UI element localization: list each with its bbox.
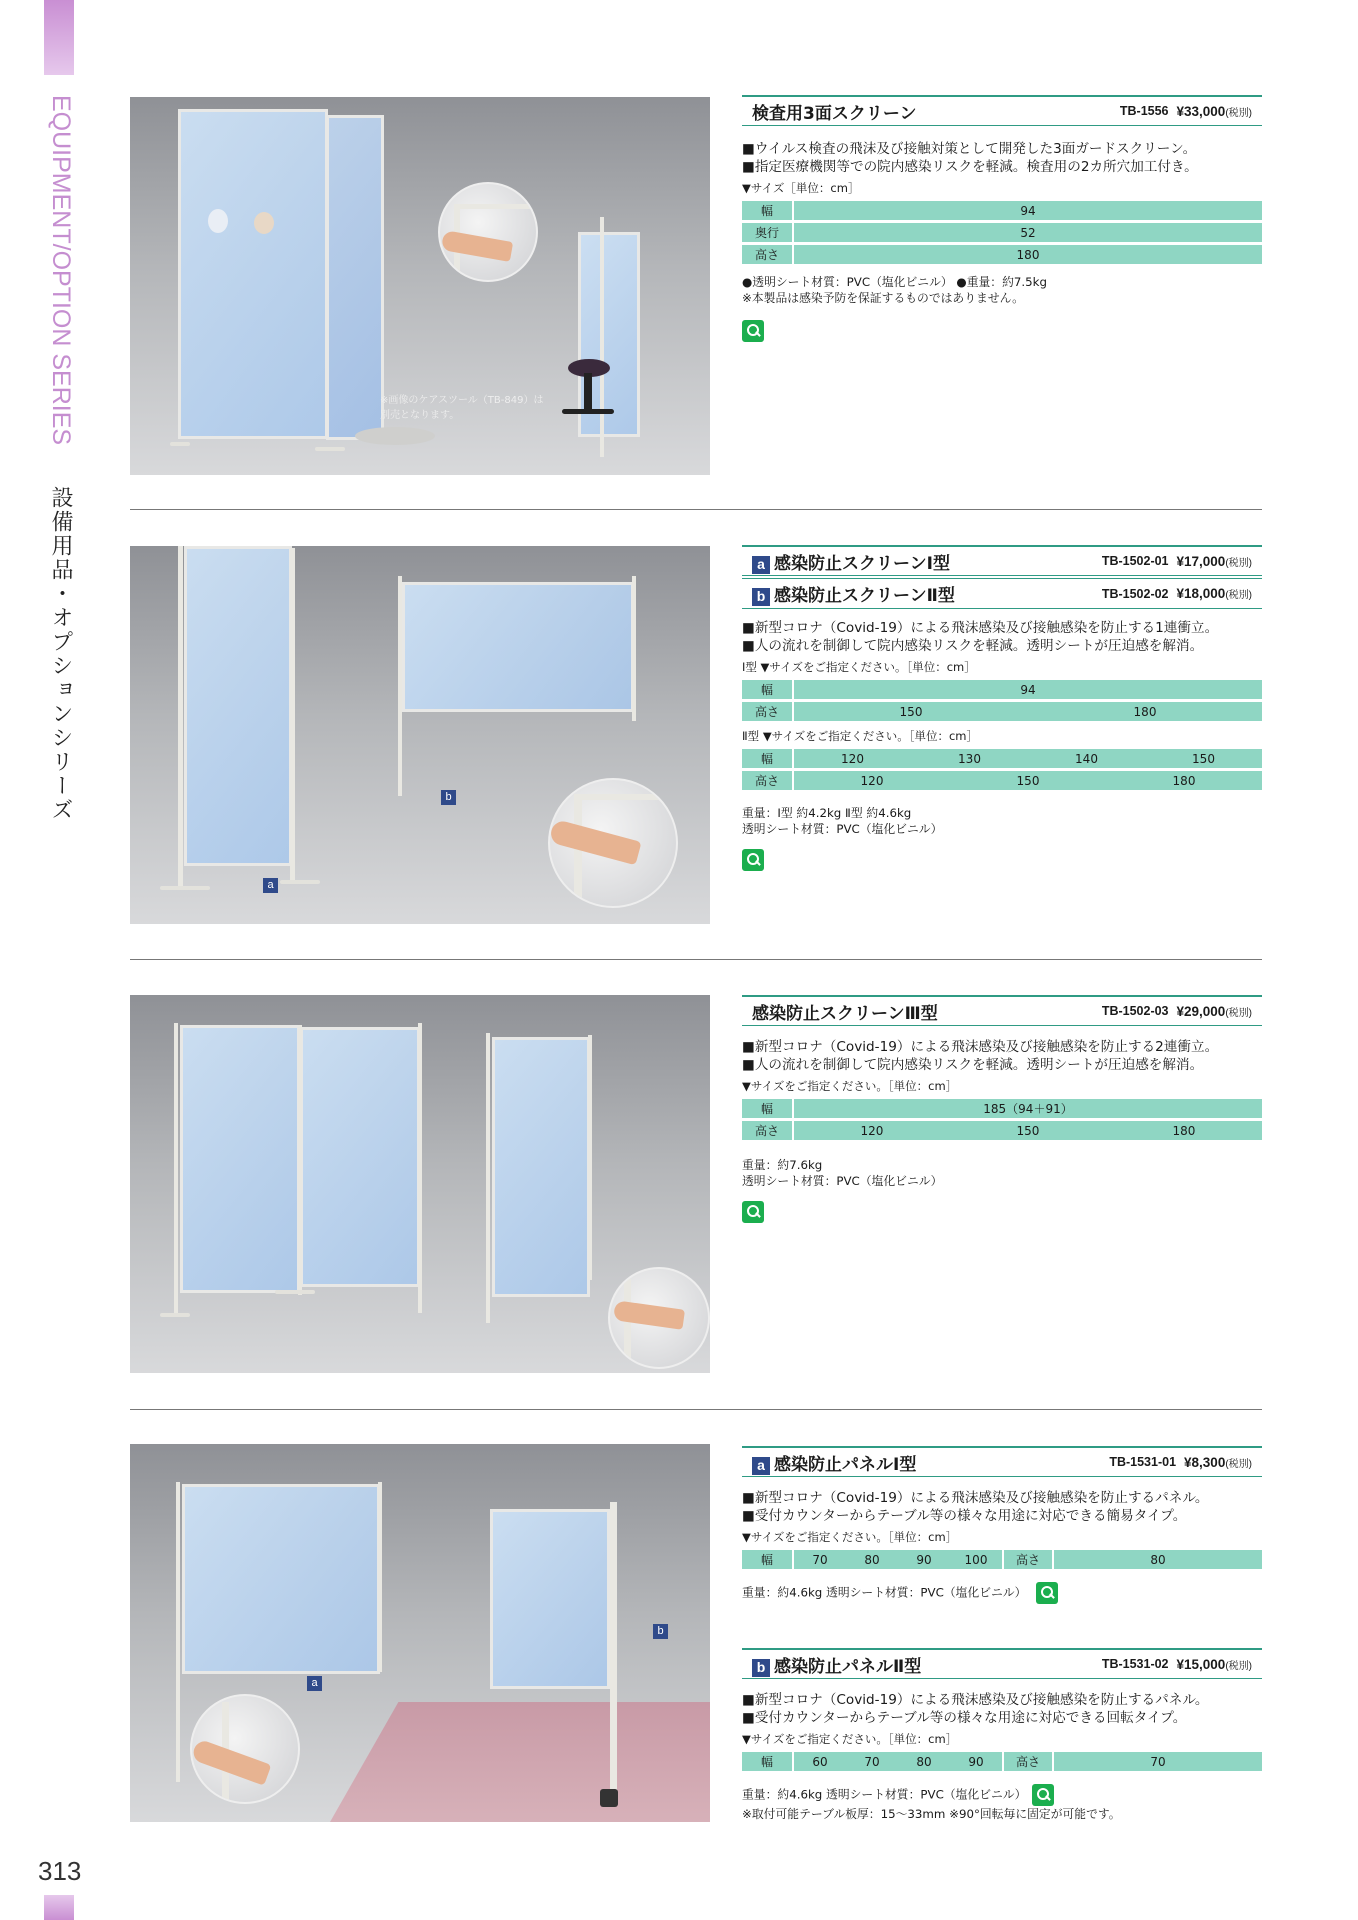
table-row: [742, 1752, 1262, 1771]
table-header: 幅: [742, 1550, 794, 1569]
section-divider: [130, 509, 1262, 510]
spec-note: ●透明シート材質：PVC（塩化ビニル） ●重量：約7.5kg: [742, 275, 1047, 289]
size-table-type1: [742, 677, 1262, 724]
table-cell: 80: [1054, 1550, 1262, 1569]
table-cell: 70: [846, 1752, 898, 1771]
product-code: TB-1502-01: [1101, 554, 1169, 568]
product-desc-line: ■新型コロナ（Covid-19）による飛沫感染及び接触感染を防止するパネル。: [742, 1692, 1209, 1708]
product-code: TB-1531-02: [1101, 1657, 1169, 1671]
table-cell: 70: [1054, 1752, 1262, 1771]
search-link-icon[interactable]: [1032, 1784, 1054, 1806]
size-table: [742, 198, 1262, 267]
tax-label: (税別): [1225, 1007, 1252, 1019]
table-header: 幅: [742, 749, 794, 768]
product-price: ¥17,000: [1176, 553, 1226, 569]
table-cell: 80: [898, 1752, 950, 1771]
section-divider: [130, 1409, 1262, 1410]
table-cell: 120: [794, 749, 911, 768]
product-title-row: [742, 545, 1262, 576]
table-cell: 52: [794, 223, 1262, 242]
product-photo-tb1502-03: [130, 995, 710, 1373]
size-table: [742, 1749, 1262, 1774]
table-cell: 150: [950, 1121, 1106, 1140]
search-link-icon[interactable]: [742, 1201, 764, 1223]
table-cell: 80: [846, 1550, 898, 1569]
size-table-type2-height: [742, 768, 1262, 793]
table-cell: 90: [898, 1550, 950, 1569]
variant-tag-b: b: [653, 1624, 668, 1639]
variant-tag-a: a: [263, 878, 278, 893]
tax-label: (税別): [1225, 557, 1252, 569]
product-photo-tb1556: [130, 97, 710, 475]
tax-label: (税別): [1225, 107, 1252, 119]
variant-badge-b: b: [752, 588, 770, 606]
variant-badge-a: a: [752, 556, 770, 574]
product-desc-line: ■人の流れを制御して院内感染リスクを軽減。透明シートが圧迫感を解消。: [742, 1057, 1204, 1073]
product-price: ¥29,000: [1176, 1003, 1226, 1019]
table-row: [742, 749, 1262, 768]
table-cell: 94: [794, 680, 1262, 699]
section-divider: [130, 959, 1262, 960]
table-header: 高さ: [1002, 1752, 1054, 1771]
table-row: [742, 1550, 1262, 1569]
product-title-row: [742, 1648, 1262, 1679]
tax-label: (税別): [1225, 1458, 1252, 1470]
product-price: ¥8,300: [1184, 1454, 1226, 1470]
table-cell: 130: [911, 749, 1028, 768]
variant-badge-b: b: [752, 1659, 770, 1677]
table-cell: 70: [794, 1550, 846, 1569]
table-cell: 180: [794, 245, 1262, 264]
product-title: 感染防止スクリーンⅢ型: [752, 1003, 938, 1024]
size-label: Ⅰ型 ▼サイズをご指定ください。［単位：cm］: [742, 660, 976, 674]
photo-note-text: ※画像のケアスツール（TB-849）は 別売となります。: [380, 395, 544, 421]
size-label: Ⅱ型 ▼サイズをご指定ください。［単位：cm］: [742, 729, 979, 743]
sidebar-accent-top: [44, 0, 74, 75]
product-info-tb1502-03: [742, 995, 1262, 1223]
size-label: ▼サイズ［単位：cm］: [742, 181, 860, 195]
table-cell: 100: [950, 1550, 1002, 1569]
table-cell: 180: [1028, 702, 1262, 721]
table-cell: 120: [794, 771, 950, 790]
search-link-icon[interactable]: [1036, 1582, 1058, 1604]
table-header: 幅: [742, 1099, 794, 1118]
product-info-tb1531-02: [742, 1648, 1262, 1822]
variant-badge-a: a: [752, 1457, 770, 1475]
table-row: [742, 702, 1262, 721]
product-code: TB-1556: [1119, 104, 1169, 118]
product-desc-line: ■新型コロナ（Covid-19）による飛沫感染及び接触感染を防止する2連衝立。: [742, 1039, 1219, 1055]
spec-note: 透明シート材質：PVC（塩化ビニル）: [742, 1174, 943, 1188]
table-header: 幅: [742, 201, 794, 220]
table-cell: 150: [1145, 749, 1262, 768]
table-row: [742, 1099, 1262, 1118]
table-cell: 60: [794, 1752, 846, 1771]
product-price: ¥18,000: [1176, 586, 1226, 601]
product-title: 感染防止スクリーンⅡ型: [774, 586, 955, 606]
product-title-row: [742, 95, 1262, 126]
product-info-tb1556: [742, 95, 1262, 342]
tax-label: (税別): [1225, 1660, 1252, 1672]
product-title-row: [742, 995, 1262, 1026]
search-link-icon[interactable]: [742, 849, 764, 871]
table-cell: 150: [794, 702, 1028, 721]
product-desc-line: ■人の流れを制御して院内感染リスクを軽減。透明シートが圧迫感を解消。: [742, 638, 1204, 654]
table-cell: 140: [1028, 749, 1145, 768]
page-number: 313: [38, 1856, 82, 1886]
product-title: 検査用3面スクリーン: [752, 103, 917, 124]
table-header: 高さ: [742, 1121, 794, 1140]
size-label: ▼サイズをご指定ください。［単位：cm］: [742, 1732, 958, 1746]
table-header: 奥行: [742, 223, 794, 242]
variant-tag-b: b: [441, 790, 456, 805]
table-cell: 180: [1106, 771, 1262, 790]
table-header: 高さ: [742, 245, 794, 264]
table-cell: 90: [950, 1752, 1002, 1771]
spec-note: 重量：Ⅰ型 約4.2kg Ⅱ型 約4.6kg: [742, 806, 912, 820]
product-info-tb1502: [742, 545, 1262, 871]
product-desc-line: ■受付カウンターからテーブル等の様々な用途に対応できる回転タイプ。: [742, 1710, 1187, 1726]
product-desc-line: ■新型コロナ（Covid-19）による飛沫感染及び接触感染を防止するパネル。: [742, 1490, 1209, 1506]
product-desc-line: ■指定医療機関等での院内感染リスクを軽減。検査用の2カ所穴加工付き。: [742, 159, 1198, 175]
table-row: [742, 771, 1262, 790]
table-header: 幅: [742, 680, 794, 699]
table-header: 幅: [742, 1752, 794, 1771]
table-cell: 120: [794, 1121, 950, 1140]
size-table: [742, 1096, 1262, 1143]
size-table: [742, 1547, 1262, 1572]
spec-note: 重量：約4.6kg 透明シート材質：PVC（塩化ビニル）: [742, 1787, 1027, 1802]
table-header: 高さ: [742, 702, 794, 721]
tax-label: (税別): [1225, 590, 1252, 601]
product-price: ¥33,000: [1176, 103, 1226, 119]
product-desc-line: ■ウイルス検査の飛沫及び接触対策として開発した3面ガードスクリーン。: [742, 141, 1197, 157]
spec-note: ※本製品は感染予防を保証するものではありません。: [742, 291, 1024, 305]
product-code: TB-1531-01: [1109, 1455, 1177, 1469]
table-cell: 185（94＋91）: [794, 1099, 1262, 1118]
size-label: ▼サイズをご指定ください。［単位：cm］: [742, 1530, 958, 1544]
sidebar-accent-bottom: [44, 1895, 74, 1920]
product-title-row: [742, 578, 1262, 609]
product-info-tb1531-01: [742, 1446, 1262, 1604]
table-row: [742, 223, 1262, 242]
spec-note: ※取付可能テーブル板厚：15～33mm ※90°回転毎に固定が可能です。: [742, 1807, 1121, 1821]
product-title: 感染防止パネルⅡ型: [774, 1656, 922, 1677]
product-code: TB-1502-02: [1101, 586, 1169, 601]
product-photo-tb1531: [130, 1444, 710, 1822]
search-link-icon[interactable]: [742, 320, 764, 342]
product-title: 感染防止スクリーンⅠ型: [774, 553, 950, 574]
table-row: [742, 245, 1262, 264]
table-row: [742, 680, 1262, 699]
table-cell: 150: [950, 771, 1106, 790]
variant-tag-a: a: [307, 1676, 322, 1691]
series-title-jp: 設備用品・オプションシリーズ: [48, 486, 73, 822]
spec-note: 重量：約4.6kg 透明シート材質：PVC（塩化ビニル）: [742, 1585, 1027, 1600]
table-cell: 94: [794, 201, 1262, 220]
photo-note: [380, 393, 543, 423]
table-row: [742, 201, 1262, 220]
table-header: 高さ: [742, 771, 794, 790]
product-photo-tb1502: [130, 546, 710, 924]
product-price: ¥15,000: [1176, 1656, 1226, 1672]
size-label: ▼サイズをご指定ください。［単位：cm］: [742, 1079, 958, 1093]
table-row: [742, 1121, 1262, 1140]
product-desc-line: ■受付カウンターからテーブル等の様々な用途に対応できる簡易タイプ。: [742, 1508, 1187, 1524]
product-desc-line: ■新型コロナ（Covid-19）による飛沫感染及び接触感染を防止する1連衝立。: [742, 620, 1219, 636]
product-title-row: [742, 1446, 1262, 1477]
spec-note: 透明シート材質：PVC（塩化ビニル）: [742, 822, 943, 836]
table-header: 高さ: [1002, 1550, 1054, 1569]
table-cell: 180: [1106, 1121, 1262, 1140]
product-title: 感染防止パネルⅠ型: [774, 1454, 917, 1475]
series-title-en: EQUIPMENT/OPTION SERIES: [47, 95, 75, 446]
product-code: TB-1502-03: [1101, 1004, 1169, 1018]
spec-note: 重量：約7.6kg: [742, 1158, 823, 1172]
